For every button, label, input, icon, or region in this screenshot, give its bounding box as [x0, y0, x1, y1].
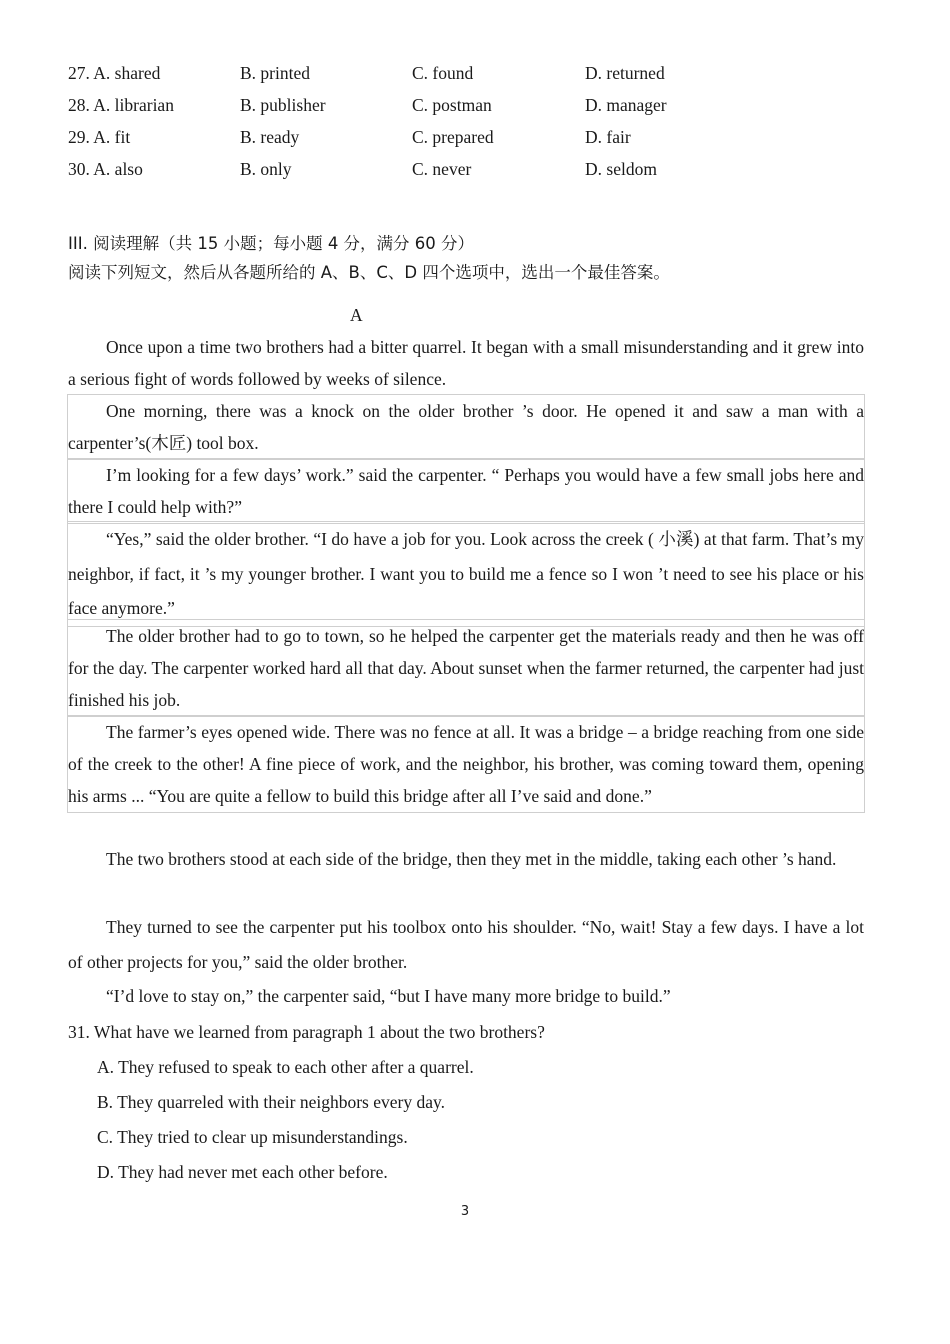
question-31-choice-c: C. They tried to clear up misunderstandings. [97, 1127, 408, 1147]
passage-paragraph-4: “Yes,” said the older brother. “I do have a job for you. Look across the creek ( 小溪) at that farm. That’s my neighbor, if fact, it ’s my younger brother. I want you to build me a fence so I won ’t need to see his place or his face anymore.” [68, 522, 864, 626]
section-instruction: 阅读下列短文，然后从各题所给的 A、B、C、D 四个选项中，选出一个最佳答案。 [68, 263, 670, 282]
option-a: 28. A. librarian [68, 95, 174, 115]
passage-paragraph-2: One morning, there was a knock on the older brother ’s door. He opened it and saw a man with a carpenter’s(木匠) tool box. [68, 395, 864, 459]
question-31-choice-a: A. They refused to speak to each other after a quarrel. [97, 1057, 474, 1077]
option-a: 27. A. shared [68, 63, 161, 83]
option-d: D. manager [585, 95, 667, 115]
option-c: C. found [412, 63, 474, 83]
passage-paragraph-7: The two brothers stood at each side of the bridge, then they met in the middle, taking each other ’s hand. [106, 849, 837, 869]
option-c: C. prepared [412, 127, 494, 147]
option-b: B. publisher [240, 95, 326, 115]
section-heading: III. 阅读理解（共 15 小题；每小题 4 分，满分 60 分） [68, 234, 475, 253]
option-c: C. never [412, 159, 472, 179]
passage-paragraph-5: The older brother had to go to town, so he helped the carpenter get the materials ready and then he was off for the day. The carpenter worked hard all that day. About sunset when the farmer returned, the carpenter had just finished his job. [68, 620, 864, 716]
option-d: D. returned [585, 63, 665, 83]
page-number: 3 [460, 1204, 470, 1219]
option-a: 29. A. fit [68, 127, 131, 147]
option-a: 30. A. also [68, 159, 143, 179]
question-31-choice-d: D. They had never met each other before. [97, 1162, 388, 1182]
option-c: C. postman [412, 95, 492, 115]
passage-paragraph-1: Once upon a time two brothers had a bitter quarrel. It began with a small misunderstanding and it grew into a serious fight of words followed by weeks of silence. [68, 337, 864, 389]
passage-title: A [350, 305, 363, 325]
option-b: B. ready [240, 127, 300, 147]
passage-paragraph-6: The farmer’s eyes opened wide. There was no fence at all. It was a bridge – a bridge reaching from one side of the creek to the other! A fine piece of work, and the neighbor, his brother, was coming toward them, opening his arms ... “You are quite a fellow to build this bridge after all I’ve said and done.” [68, 716, 864, 812]
option-d: D. fair [585, 127, 631, 147]
question-31-choice-b: B. They quarreled with their neighbors every day. [97, 1092, 445, 1112]
passage-paragraph-9: “I’d love to stay on,” the carpenter said, “but I have many more bridge to build.” [106, 986, 671, 1006]
passage-paragraph-8: They turned to see the carpenter put his toolbox onto his shoulder. “No, wait! Stay a few days. I have a lot of other projects for you,” said the older brother. [68, 917, 864, 972]
passage-paragraph-3: I’m looking for a few days’ work.” said the carpenter. “ Perhaps you would have a few small jobs here and there I could help with?” [68, 459, 864, 523]
question-31-stem: 31. What have we learned from paragraph 1 about the two brothers? [68, 1022, 545, 1042]
option-d: D. seldom [585, 159, 657, 179]
option-b: B. printed [240, 63, 310, 83]
option-b: B. only [240, 159, 292, 179]
